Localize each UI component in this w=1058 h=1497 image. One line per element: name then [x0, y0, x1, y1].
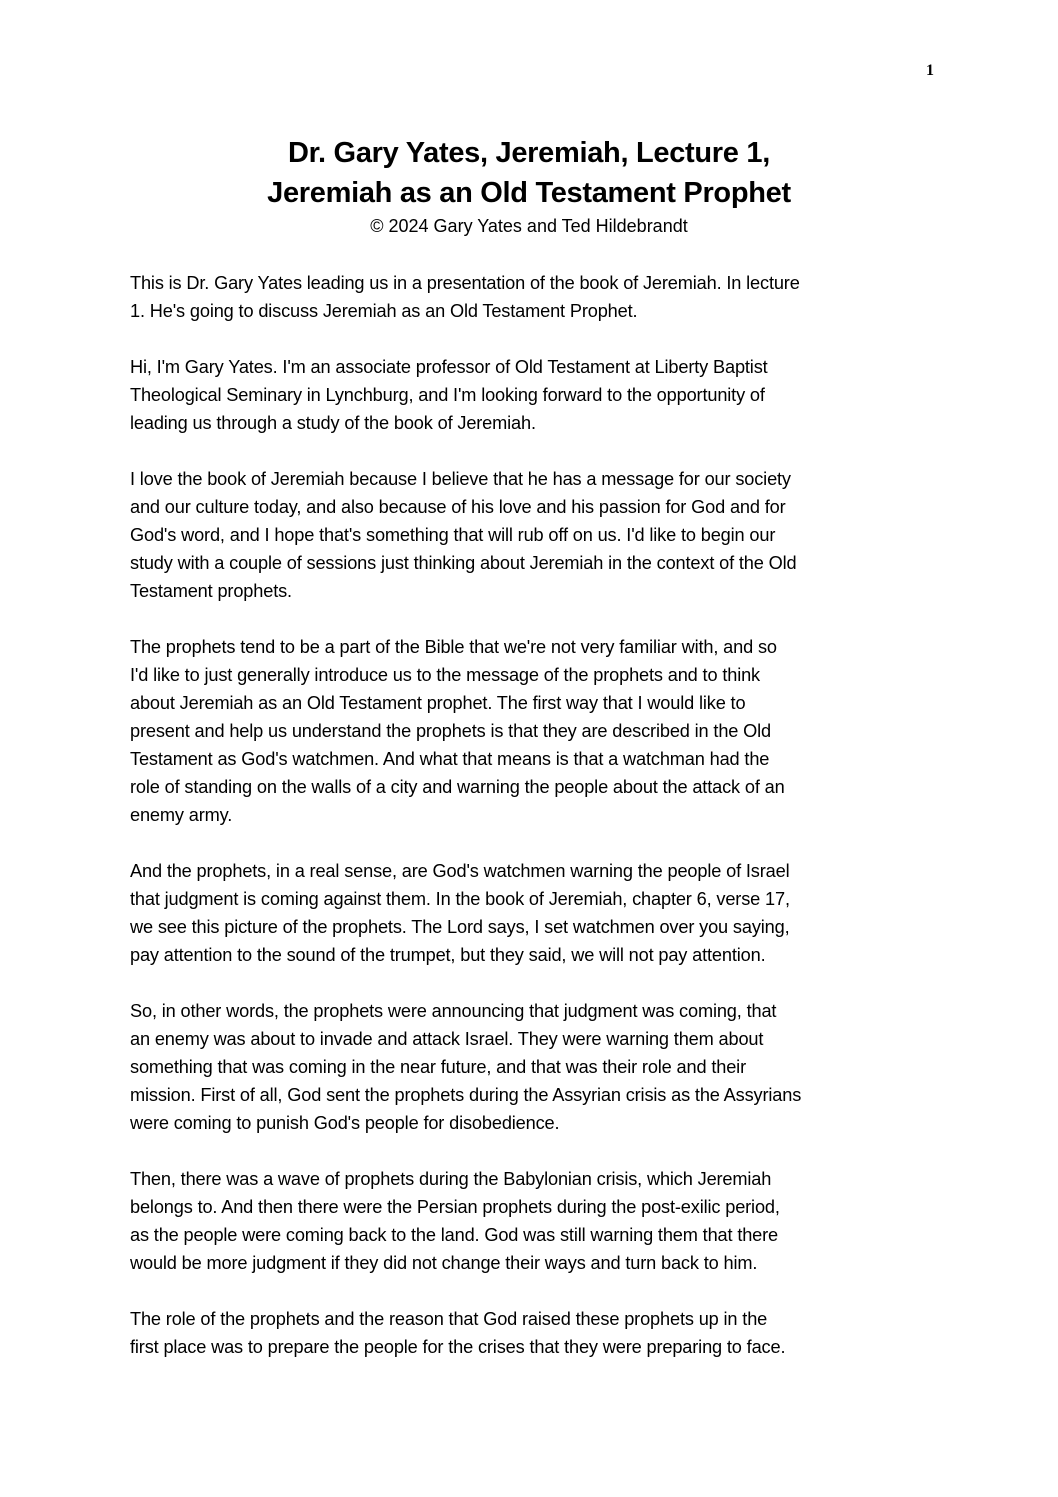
text-line: present and help us understand the prophets is that they are described in the Old — [130, 721, 772, 741]
paragraph — [130, 997, 930, 1137]
text-line: enemy army. — [130, 805, 233, 825]
text-line: So, in other words, the prophets were announcing that judgment was coming, that — [130, 1001, 777, 1021]
text-line: This is Dr. Gary Yates leading us in a presentation of the book of Jeremiah. In lecture — [130, 273, 800, 293]
document-title-line-1: Dr. Gary Yates, Jeremiah, Lecture 1, — [288, 137, 770, 169]
paragraph — [130, 1305, 930, 1361]
text-line: God's word, and I hope that's something that will rub off on us. I'd like to begin our — [130, 525, 776, 545]
document-title-line-2: Jeremiah as an Old Testament Prophet — [267, 177, 791, 209]
text-line: belongs to. And then there were the Persian prophets during the post-exilic period, — [130, 1197, 780, 1217]
text-line: first place was to prepare the people for the crises that they were preparing to face. — [130, 1337, 786, 1357]
copyright-notice: © 2024 Gary Yates and Ted Hildebrandt — [370, 216, 688, 236]
text-line: we see this picture of the prophets. The Lord says, I set watchmen over you saying, — [130, 917, 790, 937]
document-body — [130, 269, 930, 1389]
text-line: would be more judgment if they did not change their ways and turn back to him. — [130, 1253, 758, 1273]
text-line: something that was coming in the near future, and that was their role and their — [130, 1057, 746, 1077]
text-line: Testament as God's watchmen. And what that means is that a watchman had the — [130, 749, 770, 769]
text-line: mission. First of all, God sent the prophets during the Assyrian crisis as the Assyrians — [130, 1085, 802, 1105]
paragraph — [130, 465, 930, 605]
text-line: The role of the prophets and the reason that God raised these prophets up in the — [130, 1309, 768, 1329]
text-line: Then, there was a wave of prophets during the Babylonian crisis, which Jeremiah — [130, 1169, 772, 1189]
paragraph — [130, 633, 930, 829]
text-line: 1. He's going to discuss Jeremiah as an Old Testament Prophet. — [130, 301, 638, 321]
page-number: 1 — [926, 62, 934, 79]
text-line: I'd like to just generally introduce us to the message of the prophets and to think — [130, 665, 760, 685]
text-line: leading us through a study of the book of Jeremiah. — [130, 413, 536, 433]
text-line: that judgment is coming against them. In the book of Jeremiah, chapter 6, verse 17, — [130, 889, 790, 909]
paragraph — [130, 269, 930, 325]
text-line: The prophets tend to be a part of the Bible that we're not very familiar with, and so — [130, 637, 777, 657]
text-line: Theological Seminary in Lynchburg, and I'm looking forward to the opportunity of — [130, 385, 765, 405]
text-line: And the prophets, in a real sense, are God's watchmen warning the people of Israel — [130, 861, 790, 881]
text-line: were coming to punish God's people for disobedience. — [130, 1113, 560, 1133]
text-line: role of standing on the walls of a city and warning the people about the attack of an — [130, 777, 785, 797]
paragraph — [130, 1165, 930, 1277]
text-line: about Jeremiah as an Old Testament prophet. The first way that I would like to — [130, 693, 746, 713]
text-line: Hi, I'm Gary Yates. I'm an associate professor of Old Testament at Liberty Baptist — [130, 357, 768, 377]
text-line: pay attention to the sound of the trumpet, but they said, we will not pay attention. — [130, 945, 766, 965]
text-line: an enemy was about to invade and attack Israel. They were warning them about — [130, 1029, 764, 1049]
text-line: as the people were coming back to the land. God was still warning them that there — [130, 1225, 779, 1245]
text-line: and our culture today, and also because of his love and his passion for God and for — [130, 497, 786, 517]
paragraph — [130, 353, 930, 437]
text-line: Testament prophets. — [130, 581, 292, 601]
text-line: I love the book of Jeremiah because I believe that he has a message for our society — [130, 469, 791, 489]
document-header — [0, 133, 1058, 239]
text-line: study with a couple of sessions just thinking about Jeremiah in the context of the Old — [130, 553, 797, 573]
paragraph — [130, 857, 930, 969]
